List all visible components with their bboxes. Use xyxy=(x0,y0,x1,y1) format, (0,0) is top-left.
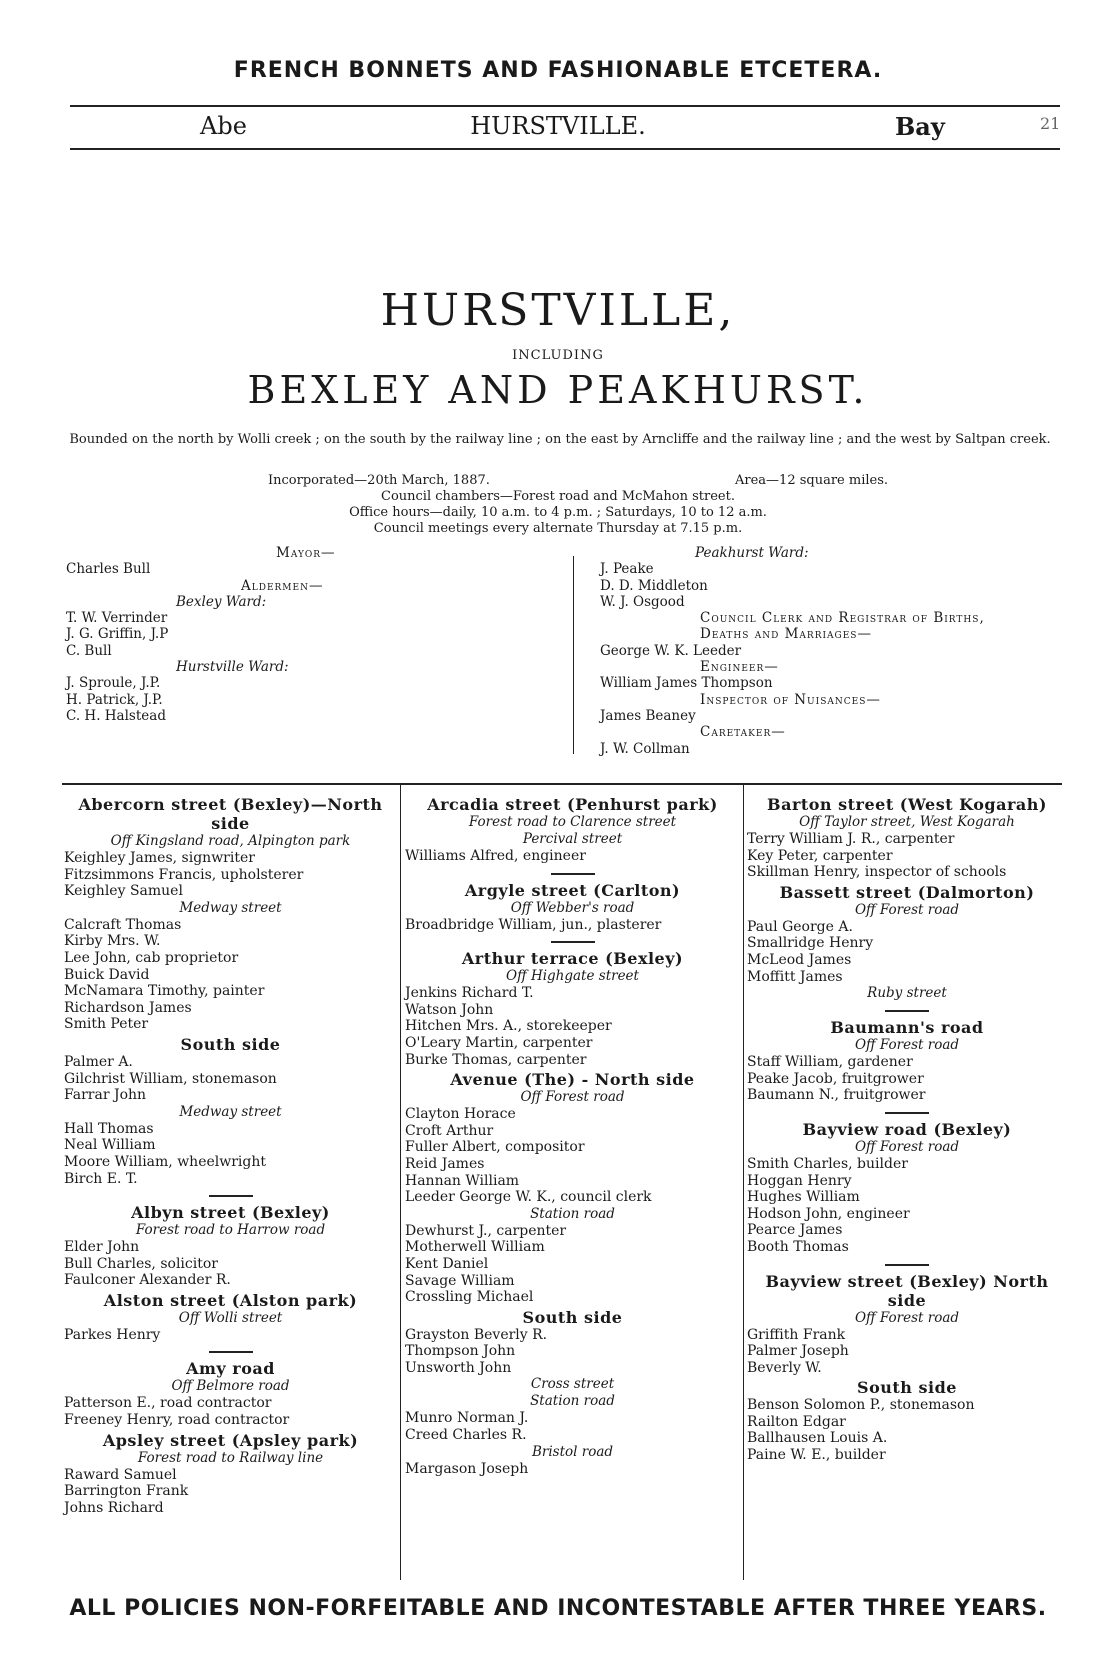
resident-entry: Hall Thomas xyxy=(64,1120,154,1137)
resident-entry: Williams Alfred, engineer xyxy=(405,848,586,864)
column-divider-1 xyxy=(400,785,401,1580)
official-line: Peakhurst Ward: xyxy=(695,545,809,561)
street-subheading: Off Forest road xyxy=(854,1309,960,1326)
street-subheading: Off Belmore road xyxy=(171,1378,290,1395)
street-subheading: Off Taylor street, West Kogarah xyxy=(799,814,1015,830)
resident-entry: Gilchrist William, stonemason xyxy=(64,1070,277,1087)
street-heading: Bayview street (Bexley) North side xyxy=(765,1271,1049,1310)
resident-entry: Crossling Michael xyxy=(405,1289,534,1306)
resident-entry: Hitchen Mrs. A., storekeeper xyxy=(405,1018,612,1035)
resident-entry: Fuller Albert, compositor xyxy=(405,1139,585,1156)
official-line: C. Bull xyxy=(66,642,112,659)
resident-entry: Paul George A. xyxy=(747,918,853,935)
official-line: William James Thompson xyxy=(600,675,773,692)
resident-entry: Staff William, gardener xyxy=(747,1054,913,1071)
official-line: Hurstville Ward: xyxy=(176,659,289,676)
resident-entry: Elder John xyxy=(64,1239,140,1256)
resident-entry: Raward Samuel xyxy=(64,1466,177,1483)
official-line: Engineer— xyxy=(700,659,779,676)
street-subheading: Off Highgate street xyxy=(506,968,639,985)
officials-right-list xyxy=(600,545,1020,757)
resident-entry: Richardson James xyxy=(64,999,192,1016)
official-line: T. W. Verrinder xyxy=(66,610,168,627)
resident-entry: Peake Jacob, fruitgrower xyxy=(747,1070,924,1087)
street-subheading: Cross street xyxy=(530,1376,615,1393)
resident-entry: Grayston Beverly R. xyxy=(405,1326,548,1343)
page-title: HURSTVILLE, xyxy=(380,285,736,336)
official-line: Mayor— xyxy=(276,545,336,561)
resident-entry: Kent Daniel xyxy=(405,1255,489,1272)
resident-entry: Patterson E., road contractor xyxy=(64,1395,272,1412)
column-divider-2 xyxy=(743,785,744,1580)
resident-entry: McNamara Timothy, painter xyxy=(64,983,265,1000)
street-heading: Avenue (The) - North side xyxy=(450,1070,695,1090)
street-heading: Arcadia street (Penhurst park) xyxy=(427,795,718,814)
resident-entry: Barrington Frank xyxy=(64,1483,189,1500)
resident-entry: Creed Charles R. xyxy=(405,1427,527,1444)
header-right-word: Bay xyxy=(895,112,945,141)
street-subheading: Off Forest road xyxy=(854,901,960,918)
street-heading: Amy road xyxy=(186,1359,275,1379)
resident-entry: Smith Charles, builder xyxy=(747,1155,908,1172)
section-separator xyxy=(551,873,595,875)
resident-entry: Faulconer Alexander R. xyxy=(64,1272,231,1289)
official-line: Bexley Ward: xyxy=(176,593,267,610)
directory-top-rule xyxy=(62,783,1062,785)
street-subheading: Off Forest road xyxy=(854,1037,960,1054)
resident-entry: Ballhausen Louis A. xyxy=(747,1430,888,1447)
street-subheading: Bristol road xyxy=(531,1443,614,1460)
incorporated-text: Incorporated—20th March, 1887. xyxy=(268,473,490,488)
directory-column-2 xyxy=(405,793,740,1477)
resident-entry: Jenkins Richard T. xyxy=(405,985,534,1002)
resident-entry: Palmer A. xyxy=(64,1053,133,1070)
header-rule-bottom xyxy=(70,148,1060,150)
meetings-text: Council meetings every alternate Thursday at 7.15 p.m. xyxy=(373,521,743,536)
street-subheading: Station road xyxy=(530,1205,615,1222)
resident-entry: Railton Edgar xyxy=(747,1413,846,1430)
resident-entry: Freeney Henry, road contractor xyxy=(64,1412,290,1429)
street-heading: South side xyxy=(857,1378,957,1398)
street-heading: Alston street (Alston park) xyxy=(103,1290,358,1310)
official-line: W. J. Osgood xyxy=(600,593,685,610)
resident-entry: Bull Charles, solicitor xyxy=(64,1255,218,1272)
top-advertisement: FRENCH BONNETS AND FASHIONABLE ETCETERA. xyxy=(233,58,883,83)
resident-entry: Buick David xyxy=(64,966,150,983)
resident-entry: Hughes William xyxy=(747,1189,860,1206)
resident-entry: Thompson John xyxy=(405,1343,516,1360)
resident-entry: Croft Arthur xyxy=(405,1122,494,1139)
street-subheading: Forest road to Clarence street xyxy=(468,814,677,830)
official-line: George W. K. Leeder xyxy=(600,642,742,659)
street-heading: Abercorn street (Bexley)—North side xyxy=(78,795,383,833)
directory-column-3 xyxy=(747,793,1067,1464)
office-hours-text: Office hours—daily, 10 a.m. to 4 p.m. ; Saturdays, 10 to 12 a.m. xyxy=(349,505,767,520)
resident-entry: Skillman Henry, inspector of schools xyxy=(747,864,1007,881)
resident-entry: McLeod James xyxy=(747,951,852,968)
bottom-advertisement: ALL POLICIES NON-FORFEITABLE AND INCONTESTABLE AFTER THREE YEARS. xyxy=(69,1596,1047,1621)
resident-entry: Hodson John, engineer xyxy=(747,1205,910,1222)
resident-entry: Farrar John xyxy=(64,1087,147,1104)
resident-entry: Leeder George W. K., council clerk xyxy=(405,1189,652,1206)
street-heading: Bayview road (Bexley) xyxy=(802,1119,1012,1139)
street-subheading: Off Kingsland road, Alpington park xyxy=(110,833,351,849)
council-chambers-text: Council chambers—Forest road and McMahon street. xyxy=(381,489,735,504)
section-separator xyxy=(885,1010,929,1012)
official-line: Council Clerk and Registrar of Births, xyxy=(700,610,985,627)
street-heading: Baumann's road xyxy=(830,1018,984,1038)
street-subheading: Percival street xyxy=(522,831,623,847)
resident-entry: Johns Richard xyxy=(64,1499,164,1516)
official-line: C. H. Halstead xyxy=(66,707,166,724)
street-heading: Bassett street (Dalmorton) xyxy=(779,882,1035,902)
street-heading: South side xyxy=(180,1034,281,1054)
street-subheading: Forest road to Railway line xyxy=(137,1449,324,1466)
resident-entry: Watson John xyxy=(405,1001,494,1018)
resident-entry: Beverly W. xyxy=(747,1359,822,1376)
street-heading: Arthur terrace (Bexley) xyxy=(461,949,684,969)
resident-entry: Paine W. E., builder xyxy=(747,1447,886,1464)
resident-entry: Parkes Henry xyxy=(64,1326,161,1343)
street-subheading: Off Webber's road xyxy=(510,899,635,916)
street-subheading: Medway street xyxy=(179,1103,282,1120)
resident-entry: Terry William J. R., carpenter xyxy=(747,831,955,847)
resident-entry: Hoggan Henry xyxy=(747,1172,852,1189)
header-left-word: Abe xyxy=(200,112,247,140)
resident-entry: Griffith Frank xyxy=(747,1326,846,1343)
official-line: Charles Bull xyxy=(66,561,151,578)
official-line: J. Peake xyxy=(600,561,654,578)
official-line: J. W. Collman xyxy=(600,740,690,757)
street-heading: Albyn street (Bexley) xyxy=(131,1203,330,1223)
street-subheading: Off Forest road xyxy=(520,1089,625,1106)
resident-entry: Savage William xyxy=(405,1272,515,1289)
officials-left-list xyxy=(66,545,516,724)
resident-entry: Benson Solomon P., stonemason xyxy=(747,1397,975,1414)
section-separator xyxy=(551,941,595,943)
resident-entry: Fitzsimmons Francis, upholsterer xyxy=(64,866,304,883)
official-line: Aldermen— xyxy=(241,577,324,594)
resident-entry: Broadbridge William, jun., plasterer xyxy=(405,916,662,933)
official-line: Caretaker— xyxy=(700,724,786,741)
including-label: INCLUDING xyxy=(512,348,604,363)
resident-entry: Burke Thomas, carpenter xyxy=(405,1051,587,1068)
header-center-title: HURSTVILLE. xyxy=(470,112,646,140)
resident-entry: Clayton Horace xyxy=(405,1106,516,1123)
street-subheading: Forest road to Harrow road xyxy=(135,1222,326,1239)
resident-entry: Keighley James, signwriter xyxy=(64,850,255,866)
resident-entry: Lee John, cab proprietor xyxy=(64,949,239,966)
resident-entry: Dewhurst J., carpenter xyxy=(405,1222,567,1239)
section-separator xyxy=(885,1112,929,1114)
boundaries-text: Bounded on the north by Wolli creek ; on the south by the railway line ; on the east by Arncliffe and the railway line ; and the west by Saltpan creek. xyxy=(69,432,1051,447)
page-number: 21 xyxy=(1040,114,1061,133)
street-heading: South side xyxy=(522,1307,623,1327)
resident-entry: Hannan William xyxy=(405,1172,520,1189)
resident-entry: Key Peter, carpenter xyxy=(747,847,893,864)
official-line: Inspector of Nuisances— xyxy=(700,691,881,708)
street-subheading: Ruby street xyxy=(867,985,947,1002)
official-line: D. D. Middleton xyxy=(600,577,708,594)
officials-divider xyxy=(573,556,574,754)
street-heading: Argyle street (Carlton) xyxy=(464,880,681,900)
resident-entry: Reid James xyxy=(405,1155,485,1172)
resident-entry: Smallridge Henry xyxy=(747,935,874,952)
resident-entry: Kirby Mrs. W. xyxy=(64,933,161,950)
area-text: Area—12 square miles. xyxy=(735,473,889,488)
resident-entry: Pearce James xyxy=(747,1222,843,1239)
resident-entry: Munro Norman J. xyxy=(405,1410,529,1427)
resident-entry: Smith Peter xyxy=(64,1016,149,1033)
official-line: James Beaney xyxy=(600,707,696,724)
street-heading: Barton street (West Kogarah) xyxy=(767,795,1047,814)
street-subheading: Medway street xyxy=(179,899,282,916)
page-subtitle: BEXLEY AND PEAKHURST. xyxy=(247,368,869,412)
street-heading: Apsley street (Apsley park) xyxy=(102,1430,359,1450)
section-separator xyxy=(209,1195,253,1197)
resident-entry: Neal William xyxy=(64,1137,156,1154)
resident-entry: Keighley Samuel xyxy=(64,883,183,900)
resident-entry: Moore William, wheelwright xyxy=(64,1153,267,1170)
resident-entry: Margason Joseph xyxy=(405,1460,529,1477)
resident-entry: Baumann N., fruitgrower xyxy=(747,1087,926,1104)
street-subheading: Station road xyxy=(530,1393,615,1410)
resident-entry: O'Leary Martin, carpenter xyxy=(405,1034,593,1051)
resident-entry: Palmer Joseph xyxy=(747,1343,849,1360)
section-separator xyxy=(885,1264,929,1266)
resident-entry: Motherwell William xyxy=(405,1239,545,1256)
resident-entry: Booth Thomas xyxy=(747,1238,849,1255)
street-subheading: Off Wolli street xyxy=(178,1309,283,1326)
resident-entry: Moffitt James xyxy=(747,968,843,985)
street-subheading: Off Forest road xyxy=(854,1138,960,1155)
official-line: Deaths and Marriages— xyxy=(700,626,872,643)
resident-entry: Calcraft Thomas xyxy=(64,916,182,933)
official-line: J. Sproule, J.P. xyxy=(66,675,161,692)
resident-entry: Unsworth John xyxy=(405,1359,512,1376)
directory-column-1 xyxy=(64,793,397,1516)
section-separator xyxy=(209,1351,253,1353)
official-line: J. G. Griffin, J.P xyxy=(66,626,169,643)
header-rule-top xyxy=(70,105,1060,107)
resident-entry: Birch E. T. xyxy=(64,1170,138,1187)
official-line: H. Patrick, J.P. xyxy=(66,691,163,708)
